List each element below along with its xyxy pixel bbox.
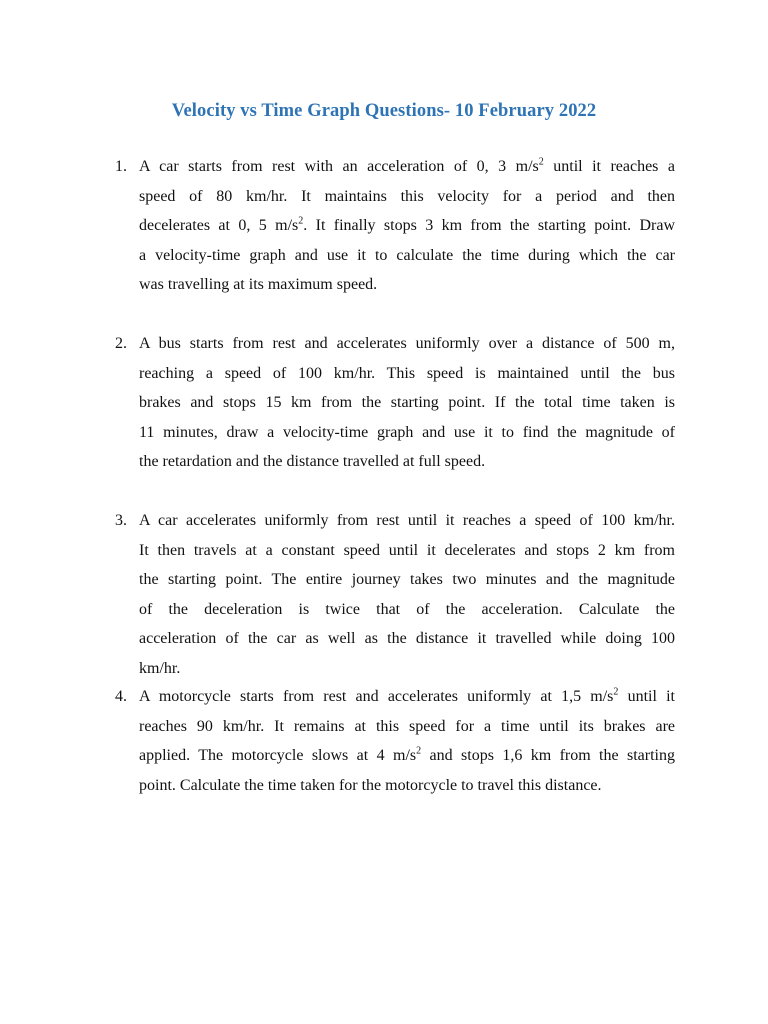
text-line <box>139 182 675 212</box>
text-line <box>139 329 675 359</box>
text-segment: and stops 1,6 km from the starting <box>421 747 675 764</box>
question-number: 3. <box>115 512 127 529</box>
question-3 <box>115 506 675 683</box>
text-segment: reaches 90 km/hr. It remains at this speed for a time until its brakes are <box>139 717 675 735</box>
superscript: 2 <box>613 686 619 698</box>
superscript: 2 <box>538 156 544 168</box>
text-segment: A car accelerates uniformly from rest until it reaches a speed of 100 km/hr. <box>139 512 675 529</box>
question-text <box>139 682 675 800</box>
question-number: 1. <box>115 158 127 175</box>
text-line <box>139 152 675 182</box>
document-title: Velocity vs Time Graph Questions- 10 February 2022 <box>171 101 597 121</box>
question-4 <box>115 682 676 800</box>
text-segment: point. Calculate the time taken for the motorcycle to travel this distance. <box>139 776 602 794</box>
text-segment: the retardation and the distance travelled at full speed. <box>139 453 486 470</box>
text-line <box>139 241 675 271</box>
text-line <box>139 418 675 448</box>
text-segment: acceleration of the car as well as the distance it travelled while doing 100 <box>139 630 675 647</box>
text-segment: km/hr. <box>139 659 181 677</box>
text-line <box>139 359 675 389</box>
text-segment: . It finally stops 3 km from the starting point. Draw <box>303 217 676 234</box>
question-text <box>139 329 675 477</box>
text-line <box>139 595 675 625</box>
text-line <box>139 447 675 477</box>
superscript: 2 <box>416 745 422 757</box>
question-number: 2. <box>115 335 127 352</box>
text-segment: until it reaches a <box>543 158 675 175</box>
text-segment: decelerates at 0, 5 m/s <box>139 217 299 234</box>
text-segment: a velocity-time graph and use it to calculate the time during which the car <box>139 246 675 264</box>
text-line <box>139 741 675 771</box>
text-line <box>139 211 675 241</box>
text-segment: It then travels at a constant speed until it decelerates and stops 2 km from <box>139 541 675 559</box>
text-segment: the starting point. The entire journey takes two minutes and the magnitude <box>139 571 675 588</box>
text-line <box>139 388 675 418</box>
text-line <box>139 624 675 654</box>
superscript: 2 <box>298 215 304 227</box>
text-line <box>139 506 675 536</box>
question-text <box>139 506 675 683</box>
text-segment: reaching a speed of 100 km/hr. This speed is maintained until the bus <box>139 364 675 382</box>
text-segment: brakes and stops 15 km from the starting point. If the total time taken is <box>139 394 675 411</box>
text-segment: was travelling at its maximum speed. <box>139 276 378 293</box>
question-number: 4. <box>115 688 127 705</box>
text-segment: A car starts from rest with an acceleration of 0, 3 m/s <box>139 158 539 175</box>
question-text <box>139 152 675 300</box>
text-line <box>139 682 675 712</box>
text-segment: speed of 80 km/hr. It maintains this velocity for a period and then <box>139 187 675 205</box>
text-segment: A motorcycle starts from rest and accelerates uniformly at 1,5 m/s <box>139 688 614 705</box>
question-1 <box>115 152 676 300</box>
text-line <box>139 654 675 684</box>
text-line <box>139 536 675 566</box>
text-line <box>139 270 675 300</box>
text-segment: A bus starts from rest and accelerates uniformly over a distance of 500 m, <box>139 335 675 352</box>
text-line <box>139 565 675 595</box>
text-segment: of the deceleration is twice that of the acceleration. Calculate the <box>139 600 675 618</box>
text-line <box>139 771 675 801</box>
text-segment: until it <box>618 688 676 705</box>
question-2 <box>115 329 675 477</box>
text-segment: applied. The motorcycle slows at 4 m/s <box>139 747 417 764</box>
text-line <box>139 712 675 742</box>
text-segment: 11 minutes, draw a velocity-time graph and use it to find the magnitude of <box>139 423 675 441</box>
